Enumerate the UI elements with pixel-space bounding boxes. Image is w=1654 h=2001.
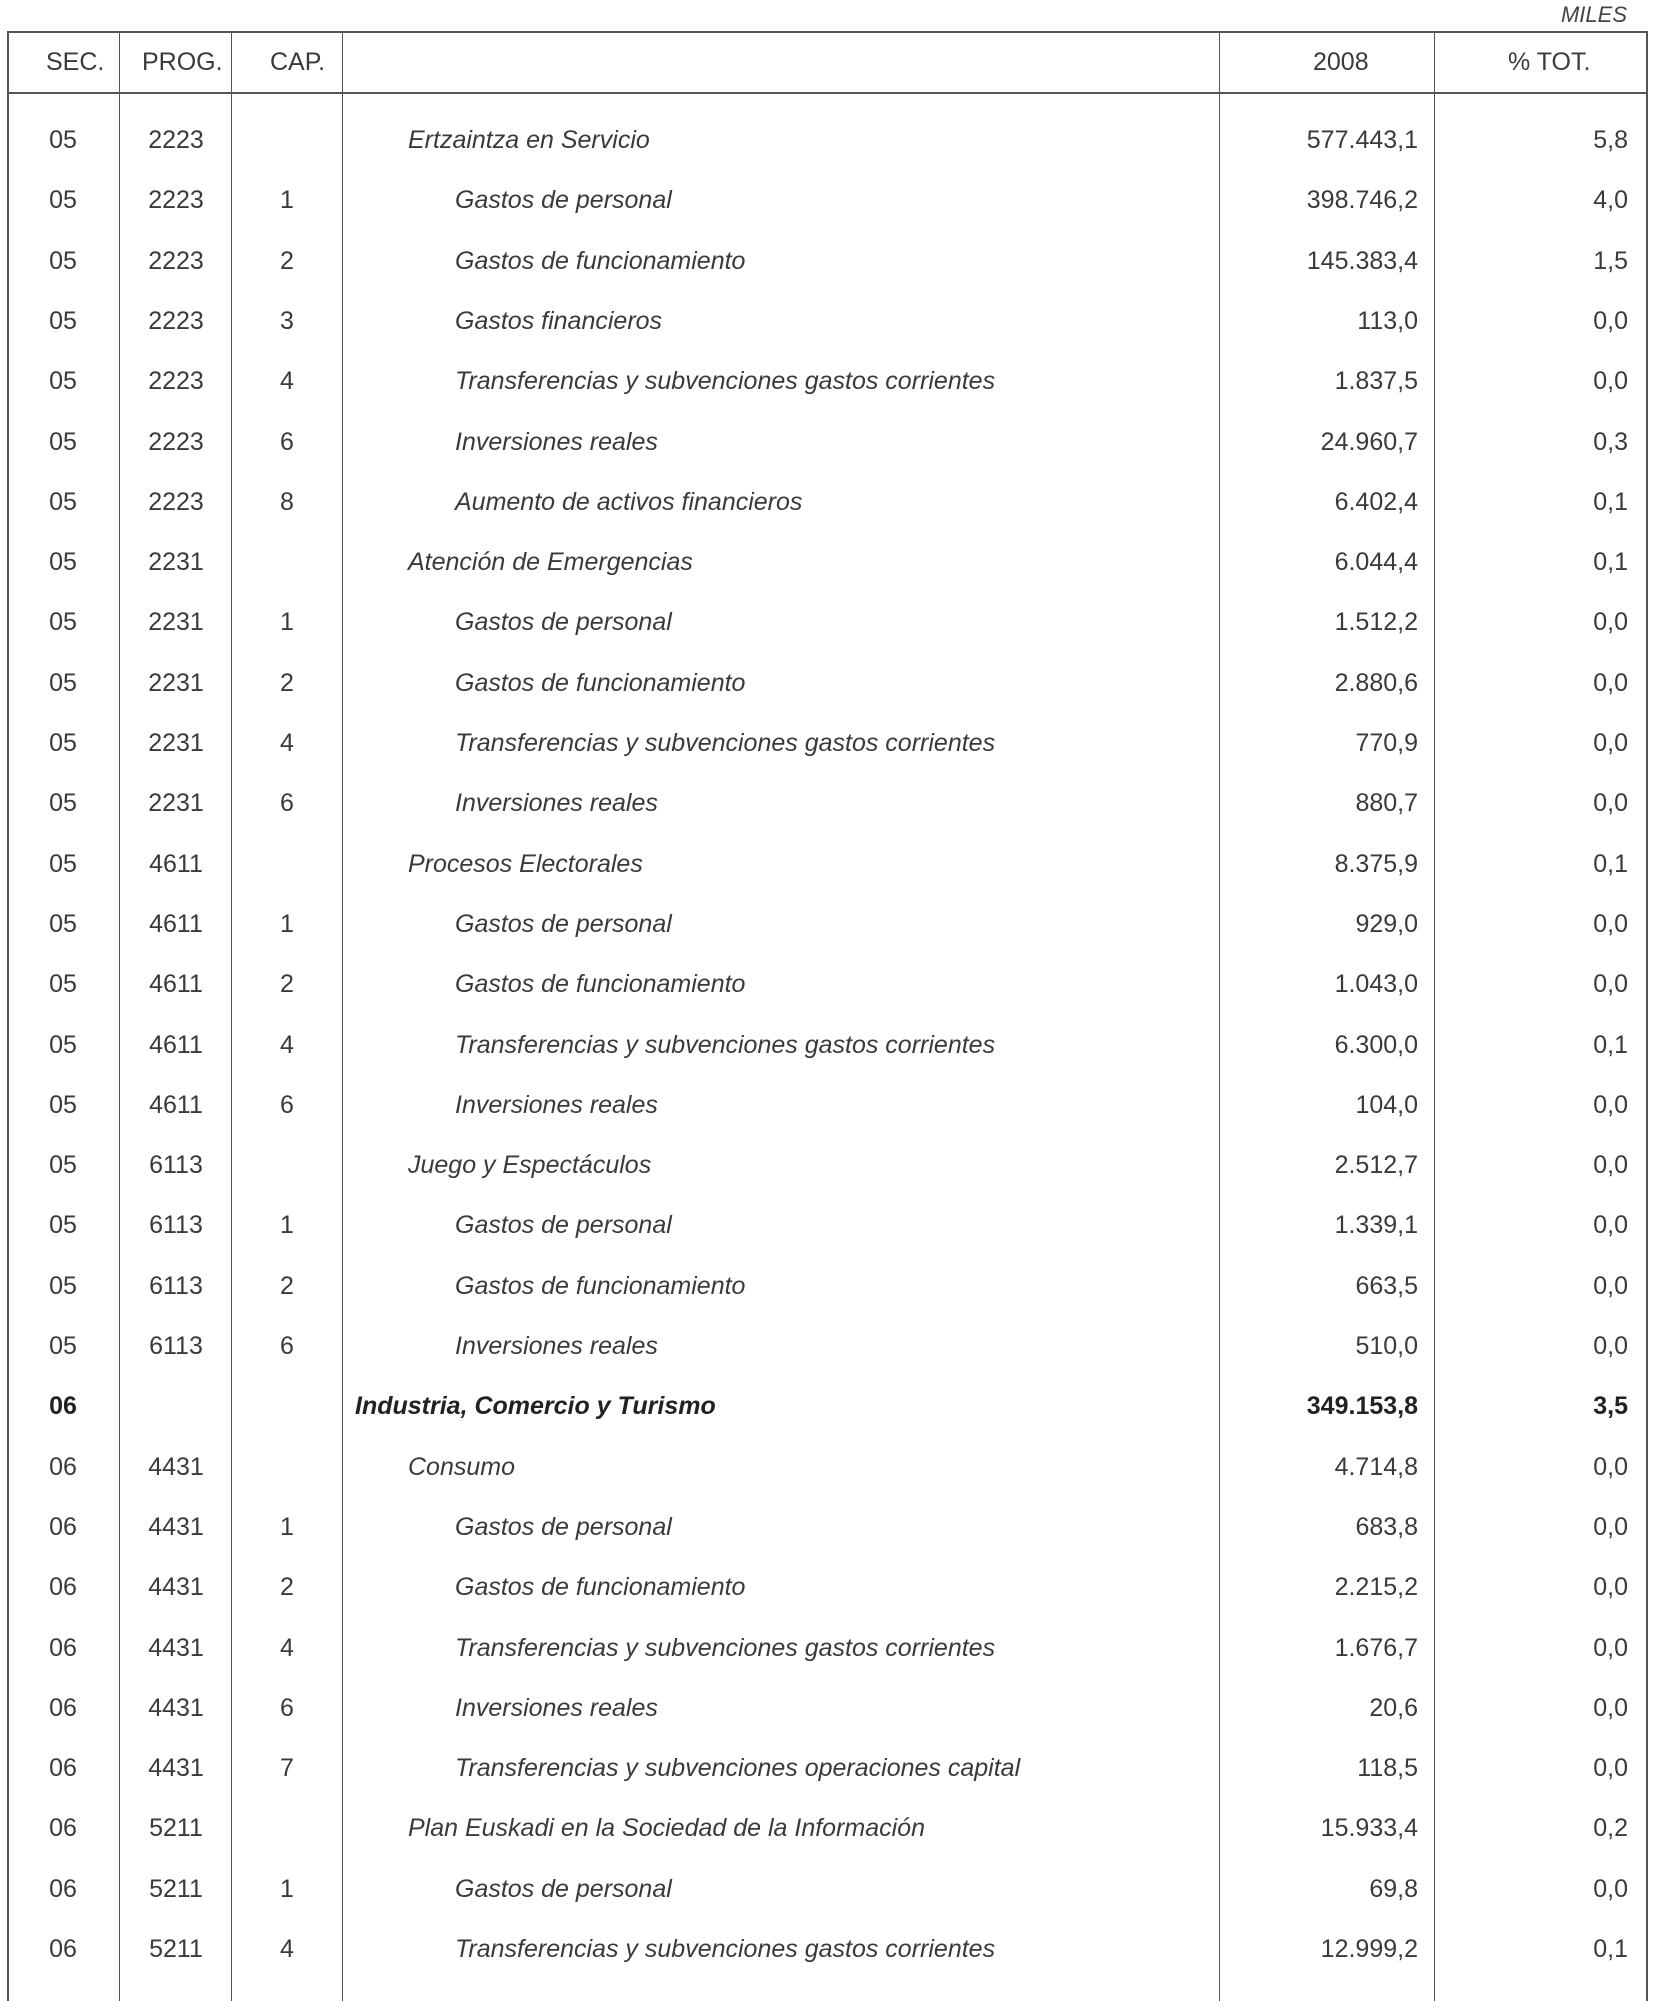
cell-amount-2008: 69,8: [1369, 1874, 1418, 1903]
cell-cap: 1: [280, 608, 294, 637]
cell-prog: 2223: [148, 186, 204, 215]
table-row: [0, 1075, 1654, 1135]
cell-description: Aumento de activos financieros: [455, 487, 803, 516]
table-row: [0, 110, 1654, 170]
cell-pct-total: 0,0: [1593, 608, 1628, 637]
cell-description: Ertzaintza en Servicio: [408, 126, 650, 154]
cell-sec: 05: [49, 427, 77, 456]
cell-pct-total: 0,0: [1593, 970, 1628, 999]
cell-description: Gastos de personal: [455, 909, 672, 938]
cell-pct-total: 0,0: [1593, 1452, 1628, 1481]
cell-sec: 06: [49, 1935, 77, 1963]
cell-description: Gastos de personal: [455, 1874, 672, 1903]
cell-pct-total: 0,0: [1593, 1573, 1628, 1602]
cell-description: Gastos de funcionamiento: [455, 668, 746, 697]
cell-cap: 3: [280, 306, 294, 335]
cell-description: Inversiones reales: [455, 789, 658, 818]
cell-sec: 05: [49, 246, 77, 275]
cell-amount-2008: 349.153,8: [1306, 1392, 1418, 1421]
table-row: [0, 954, 1654, 1014]
cell-prog: 2223: [148, 367, 204, 396]
cell-amount-2008: 104,0: [1355, 1090, 1418, 1119]
cell-description: Atención de Emergencias: [408, 548, 693, 577]
cell-pct-total: 0,0: [1593, 1874, 1628, 1903]
cell-description: Procesos Electorales: [408, 849, 643, 878]
cell-prog: 4611: [149, 909, 203, 938]
header-sec: SEC.: [46, 48, 105, 76]
cell-amount-2008: 2.512,7: [1334, 1151, 1418, 1180]
cell-prog: 4431: [148, 1754, 204, 1783]
cell-amount-2008: 15.933,4: [1320, 1814, 1418, 1843]
cell-cap: 1: [280, 1874, 294, 1903]
cell-pct-total: 1,5: [1593, 246, 1628, 275]
cell-pct-total: 0,0: [1593, 1754, 1628, 1783]
table-row: [0, 894, 1654, 954]
cell-description: Transferencias y subvenciones gastos corrientes: [455, 1030, 996, 1059]
cell-sec: 06: [49, 1573, 77, 1602]
cell-pct-total: 0,0: [1593, 1211, 1628, 1240]
table-row: [0, 231, 1654, 291]
cell-sec: 06: [49, 1693, 77, 1722]
cell-cap: 1: [280, 909, 294, 938]
cell-prog: 6113: [149, 1271, 203, 1300]
header-prog: PROG.: [142, 48, 223, 76]
cell-cap: 1: [280, 186, 294, 215]
cell-cap: 2: [280, 970, 294, 999]
cell-amount-2008: 6.044,4: [1334, 548, 1418, 577]
cell-cap: 6: [280, 789, 294, 818]
cell-prog: 6113: [149, 1211, 203, 1240]
cell-prog: 2231: [148, 608, 204, 637]
cell-pct-total: 0,1: [1593, 548, 1628, 577]
cell-description: Industria, Comercio y Turismo: [355, 1392, 716, 1421]
cell-prog: 4611: [149, 1030, 203, 1059]
cell-prog: 4611: [149, 849, 203, 878]
cell-cap: 1: [280, 1512, 294, 1541]
header-year: 2008: [1313, 48, 1369, 76]
cell-amount-2008: 880,7: [1355, 789, 1418, 818]
cell-amount-2008: 510,0: [1355, 1332, 1418, 1360]
cell-description: Plan Euskadi en la Sociedad de la Información: [408, 1814, 925, 1843]
table-row: [0, 1738, 1654, 1798]
cell-sec: 05: [49, 1332, 77, 1360]
cell-prog: 5211: [149, 1814, 203, 1843]
cell-prog: 4611: [149, 1090, 203, 1119]
cell-amount-2008: 1.837,5: [1334, 367, 1418, 396]
cell-pct-total: 0,0: [1593, 1512, 1628, 1541]
cell-pct-total: 4,0: [1593, 186, 1628, 215]
cell-description: Inversiones reales: [455, 427, 658, 456]
cell-pct-total: 0,0: [1593, 668, 1628, 697]
cell-cap: 2: [280, 1271, 294, 1300]
cell-pct-total: 0,0: [1593, 1271, 1628, 1300]
cell-sec: 06: [49, 1754, 77, 1783]
cell-amount-2008: 1.339,1: [1334, 1211, 1418, 1240]
table-row: [0, 1135, 1654, 1195]
table-row: [0, 1557, 1654, 1617]
cell-description: Inversiones reales: [455, 1693, 658, 1722]
cell-pct-total: 0,0: [1593, 909, 1628, 938]
cell-cap: 8: [280, 487, 294, 516]
cell-pct-total: 0,0: [1593, 1693, 1628, 1722]
cell-prog: 4431: [148, 1693, 204, 1722]
cell-sec: 05: [49, 1271, 77, 1300]
table-row: [0, 1798, 1654, 1858]
cell-sec: 05: [49, 1211, 77, 1240]
cell-description: Transferencias y subvenciones gastos corrientes: [455, 1935, 996, 1963]
cell-sec: 05: [49, 126, 77, 154]
cell-amount-2008: 398.746,2: [1306, 186, 1418, 215]
cell-pct-total: 0,1: [1593, 1030, 1628, 1059]
table-row: [0, 1437, 1654, 1497]
table-row: [0, 834, 1654, 894]
cell-amount-2008: 2.215,2: [1334, 1573, 1418, 1602]
cell-sec: 05: [49, 729, 77, 757]
cell-sec: 05: [49, 849, 77, 878]
cell-prog: 5211: [149, 1874, 203, 1903]
cell-prog: 2223: [148, 427, 204, 456]
cell-prog: 4611: [149, 970, 203, 999]
cell-sec: 06: [49, 1814, 77, 1843]
cell-pct-total: 0,2: [1593, 1814, 1628, 1843]
cell-cap: 2: [280, 1573, 294, 1602]
cell-pct-total: 0,0: [1593, 1090, 1628, 1119]
cell-prog: 5211: [149, 1935, 203, 1963]
cell-pct-total: 0,0: [1593, 1332, 1628, 1360]
cell-pct-total: 3,5: [1593, 1392, 1628, 1421]
table-row: [0, 1678, 1654, 1738]
cell-sec: 05: [49, 367, 77, 396]
cell-prog: 4431: [148, 1573, 204, 1602]
cell-amount-2008: 12.999,2: [1320, 1935, 1418, 1963]
cell-sec: 06: [49, 1633, 77, 1662]
table-row: [0, 1919, 1654, 1979]
table-row: [0, 1618, 1654, 1678]
cell-cap: 7: [280, 1754, 294, 1783]
cell-amount-2008: 113,0: [1357, 306, 1418, 335]
cell-amount-2008: 20,6: [1369, 1693, 1418, 1722]
cell-cap: 1: [280, 1211, 294, 1240]
cell-pct-total: 0,1: [1593, 849, 1628, 878]
cell-prog: 2231: [148, 668, 204, 697]
cell-cap: 4: [280, 1030, 294, 1059]
cell-cap: 6: [280, 1332, 294, 1360]
cell-sec: 05: [49, 909, 77, 938]
cell-prog: 2223: [148, 126, 204, 154]
cell-prog: 2231: [148, 729, 204, 757]
cell-prog: 2223: [148, 487, 204, 516]
table-row: [0, 1256, 1654, 1316]
table-row: [0, 291, 1654, 351]
header-pct-total: % TOT.: [1508, 48, 1591, 76]
cell-description: Gastos de funcionamiento: [455, 1271, 746, 1300]
cell-description: Gastos de personal: [455, 1211, 672, 1240]
cell-amount-2008: 6.402,4: [1334, 487, 1418, 516]
cell-pct-total: 0,1: [1593, 487, 1628, 516]
cell-pct-total: 0,1: [1593, 1935, 1628, 1963]
cell-cap: 4: [280, 729, 294, 757]
header-divider: [7, 92, 1648, 94]
cell-pct-total: 0,0: [1593, 367, 1628, 396]
table-row: [0, 170, 1654, 230]
cell-prog: 2231: [148, 548, 204, 577]
cell-description: Gastos de funcionamiento: [455, 246, 746, 275]
table-row: [0, 713, 1654, 773]
cell-description: Consumo: [408, 1452, 515, 1481]
cell-amount-2008: 683,8: [1355, 1512, 1418, 1541]
cell-prog: 4431: [148, 1512, 204, 1541]
table-row: [0, 472, 1654, 532]
cell-amount-2008: 2.880,6: [1334, 668, 1418, 697]
cell-pct-total: 5,8: [1593, 126, 1628, 154]
cell-description: Transferencias y subvenciones gastos corrientes: [455, 729, 996, 757]
cell-description: Gastos financieros: [455, 306, 663, 335]
cell-sec: 05: [49, 668, 77, 697]
cell-amount-2008: 929,0: [1355, 909, 1418, 938]
cell-description: Gastos de funcionamiento: [455, 970, 746, 999]
cell-amount-2008: 6.300,0: [1334, 1030, 1418, 1059]
cell-prog: 4431: [148, 1633, 204, 1662]
table-row: [0, 1015, 1654, 1075]
cell-cap: 2: [280, 246, 294, 275]
table-row: [0, 1195, 1654, 1255]
cell-sec: 05: [49, 608, 77, 637]
cell-sec: 06: [49, 1452, 77, 1481]
cell-sec: 05: [49, 186, 77, 215]
units-label: MILES: [1560, 2, 1627, 27]
table-row: [0, 1497, 1654, 1557]
cell-sec: 05: [49, 487, 77, 516]
table-row: [0, 592, 1654, 652]
cell-amount-2008: 1.512,2: [1334, 608, 1418, 637]
cell-amount-2008: 1.676,7: [1334, 1633, 1418, 1662]
cell-cap: 4: [280, 367, 294, 396]
cell-cap: 4: [280, 1935, 294, 1963]
cell-prog: 4431: [148, 1452, 204, 1481]
cell-description: Inversiones reales: [455, 1090, 658, 1119]
cell-description: Gastos de personal: [455, 1512, 672, 1541]
table-row: [0, 1316, 1654, 1376]
cell-description: Gastos de funcionamiento: [455, 1573, 746, 1602]
cell-sec: 05: [49, 306, 77, 335]
header-cap: CAP.: [270, 48, 326, 76]
cell-prog: 2223: [148, 246, 204, 275]
table-row: [0, 1859, 1654, 1919]
cell-description: Transferencias y subvenciones gastos corrientes: [455, 367, 996, 396]
cell-sec: 05: [49, 548, 77, 577]
table-row: [0, 653, 1654, 713]
cell-pct-total: 0,0: [1593, 729, 1628, 757]
cell-cap: 4: [280, 1633, 294, 1662]
cell-amount-2008: 663,5: [1355, 1271, 1418, 1300]
cell-amount-2008: 24.960,7: [1320, 427, 1418, 456]
cell-amount-2008: 118,5: [1357, 1754, 1418, 1783]
cell-pct-total: 0,0: [1593, 306, 1628, 335]
cell-pct-total: 0,0: [1593, 1633, 1628, 1662]
cell-prog: 2231: [148, 789, 204, 818]
cell-amount-2008: 770,9: [1355, 729, 1418, 757]
cell-description: Gastos de personal: [455, 186, 672, 215]
cell-prog: 6113: [149, 1151, 203, 1180]
cell-amount-2008: 577.443,1: [1306, 126, 1418, 154]
cell-sec: 05: [49, 1030, 77, 1059]
cell-description: Juego y Espectáculos: [408, 1151, 652, 1180]
cell-sec: 05: [49, 970, 77, 999]
cell-sec: 05: [49, 789, 77, 818]
cell-pct-total: 0,3: [1593, 427, 1628, 456]
table-row: [0, 1376, 1654, 1436]
table-row: [0, 773, 1654, 833]
cell-cap: 6: [280, 1693, 294, 1722]
cell-sec: 06: [49, 1512, 77, 1541]
cell-amount-2008: 4.714,8: [1334, 1452, 1418, 1481]
cell-amount-2008: 145.383,4: [1306, 246, 1418, 275]
table-row: [0, 532, 1654, 592]
cell-amount-2008: 1.043,0: [1334, 970, 1418, 999]
cell-amount-2008: 8.375,9: [1334, 849, 1418, 878]
cell-cap: 6: [280, 1090, 294, 1119]
cell-cap: 2: [280, 668, 294, 697]
cell-sec: 06: [49, 1874, 77, 1903]
cell-description: Gastos de personal: [455, 608, 672, 637]
cell-cap: 6: [280, 427, 294, 456]
cell-description: Transferencias y subvenciones operaciones capital: [455, 1754, 1021, 1783]
cell-sec: 06: [49, 1392, 77, 1421]
cell-pct-total: 0,0: [1593, 1151, 1628, 1180]
cell-prog: 2223: [148, 306, 204, 335]
table-row: [0, 412, 1654, 472]
cell-pct-total: 0,0: [1593, 789, 1628, 818]
cell-sec: 05: [49, 1151, 77, 1180]
cell-sec: 05: [49, 1090, 77, 1119]
cell-description: Inversiones reales: [455, 1332, 658, 1360]
cell-prog: 6113: [149, 1332, 203, 1360]
table-row: [0, 351, 1654, 411]
cell-description: Transferencias y subvenciones gastos corrientes: [455, 1633, 996, 1662]
